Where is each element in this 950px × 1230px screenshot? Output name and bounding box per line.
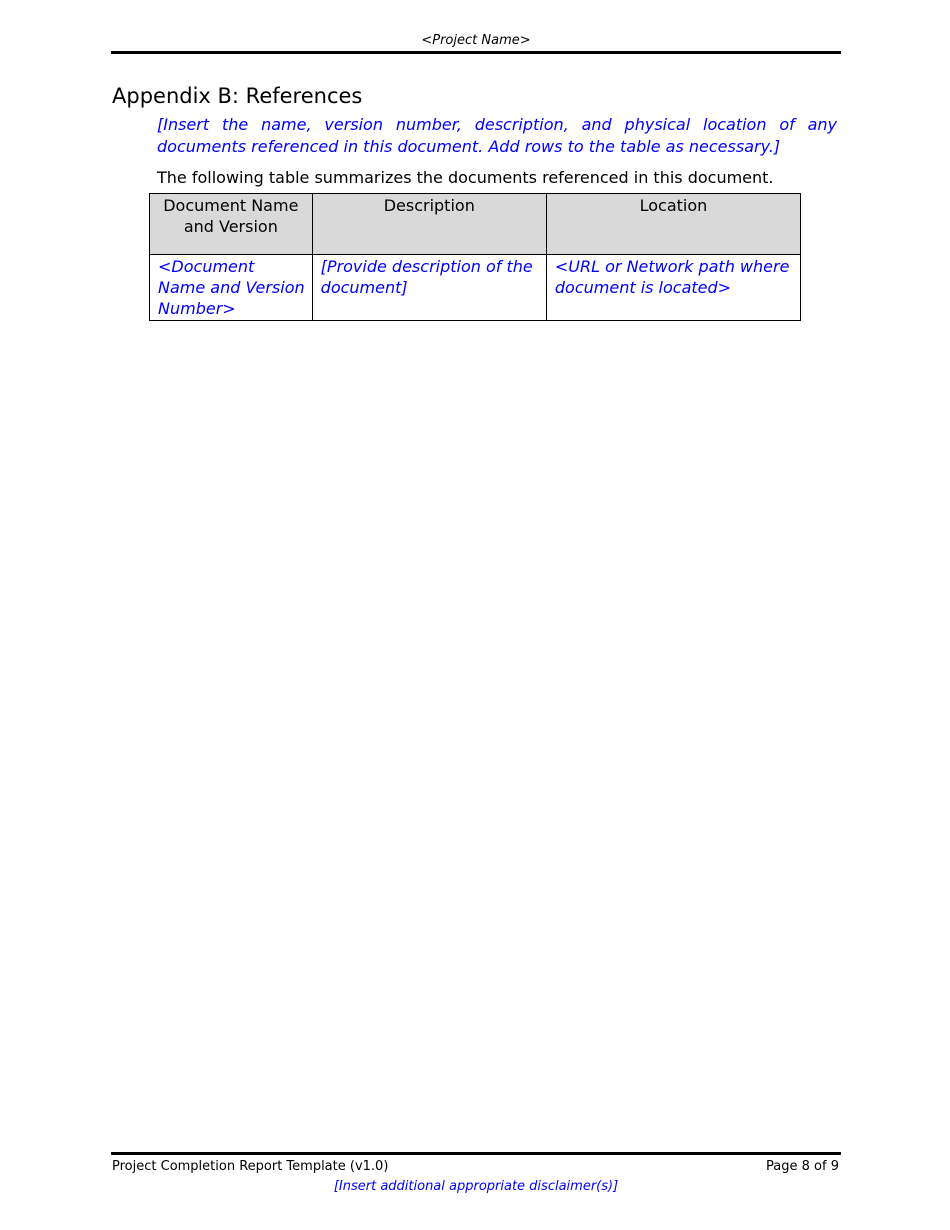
cell-location: <URL or Network path where document is located> — [546, 255, 800, 321]
cell-description: [Provide description of the document] — [312, 255, 546, 321]
column-header-description: Description — [312, 194, 546, 255]
footer-page-number: Page 8 of 9 — [766, 1159, 839, 1174]
table-row — [150, 255, 801, 321]
appendix-heading: Appendix B: References — [112, 84, 363, 108]
footer-template-name: Project Completion Report Template (v1.0) — [112, 1159, 389, 1174]
header-divider — [111, 51, 841, 54]
intro-paragraph: The following table summarizes the documents referenced in this document. — [157, 168, 774, 187]
column-header-document-name: Document Name and Version — [150, 194, 313, 255]
references-table — [149, 193, 801, 321]
footer-disclaimer: [Insert additional appropriate disclaimer(s)] — [333, 1179, 619, 1194]
running-header-project-name: <Project Name> — [421, 33, 531, 48]
table-header-row — [150, 194, 801, 255]
cell-document-name: <Document Name and Version Number> — [150, 255, 313, 321]
instruction-text: [Insert the name, version number, description, and physical location of any documents referenced in this document. Add rows to the table as necessary.] — [157, 115, 837, 156]
footer-divider — [111, 1152, 841, 1155]
column-header-location: Location — [546, 194, 800, 255]
